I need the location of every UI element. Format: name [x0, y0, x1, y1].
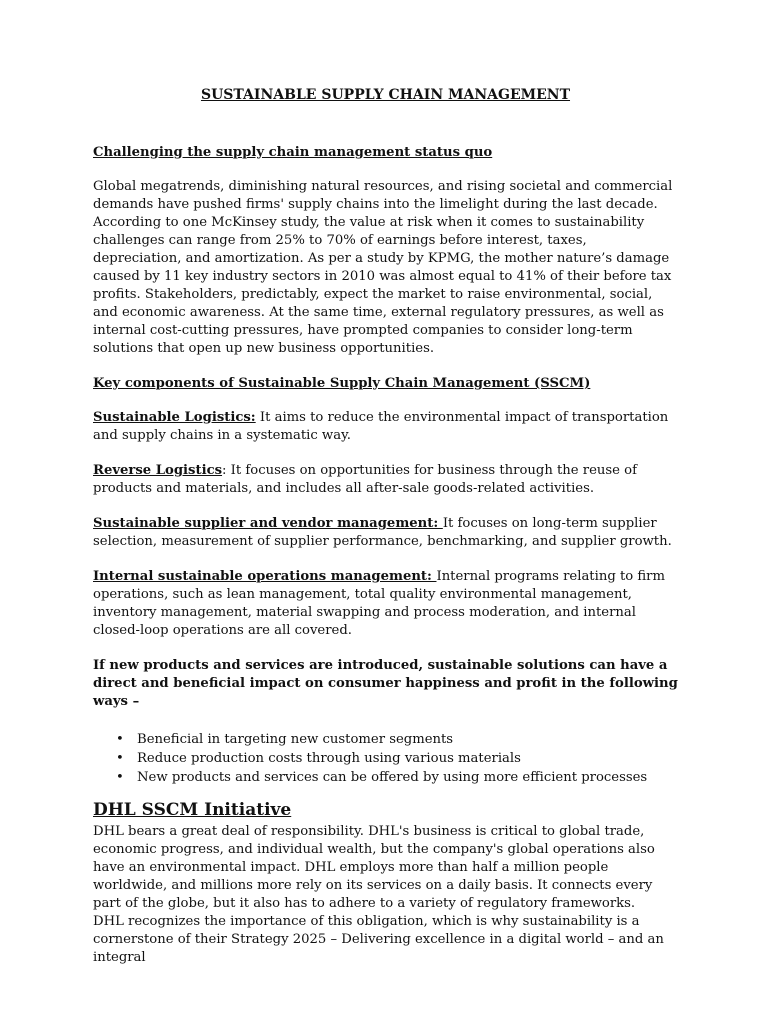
label-supplier-management: Sustainable supplier and vendor management:: [93, 516, 443, 531]
text-reverse-logistics: : It focuses on opportunities for business through the reuse of products and materials, and includes all after-sale goods-related activities.: [93, 463, 637, 496]
bullet-icon: •: [116, 751, 124, 766]
text-sustainable-logistics: It aims to reduce the environmental impact of transportation and supply chains in a systematic way.: [93, 410, 669, 443]
paragraph-internal-operations: [93, 568, 678, 640]
text-internal-operations: Internal programs relating to firm operations, such as lean management, total quality environmental management, inventory management, material swapping and process moderation, and internal closed-loop operations are all covered.: [93, 569, 665, 638]
section-heading-key-components: Key components of Sustainable Supply Chain Management (SSCM): [93, 376, 591, 391]
list-item-text: Beneficial in targeting new customer segments: [137, 732, 454, 747]
paragraph-reverse-logistics: [93, 462, 678, 498]
section-heading-dhl: DHL SSCM Initiative: [93, 800, 292, 820]
list-item: [116, 749, 678, 768]
list-item-text: New products and services can be offered by using more efficient processes: [137, 770, 648, 785]
paragraph-supplier-management: [93, 515, 678, 551]
paragraph-status-quo: Global megatrends, diminishing natural resources, and rising societal and commercial demands have pushed firms' supply chains into the limelight during the last decade. According to one McKinsey study, the value at risk when it comes to sustainability challenges can range from 25% to 70% of earnings before interest, taxes, depreciation, and amortization. As per a study by KPMG, the mother nature’s damage caused by 11 key industry sectors in 2010 was almost equal to 41% of their before tax profits. Stakeholders, predictably, expect the market to raise environmental, social, and economic awareness. At the same time, external regulatory pressures, as well as internal cost-cutting pressures, have prompted companies to consider long-term solutions that open up new business opportunities.: [93, 179, 673, 356]
impact-intro: If new products and services are introduced, sustainable solutions can have a direct and beneficial impact on consumer happiness and profit in the following ways –: [93, 658, 678, 709]
paragraph-dhl-strategy: DHL recognizes the importance of this obligation, which is why sustainability is a cornerstone of their Strategy 2025 – Delivering excellence in a digital world – and an integral: [93, 914, 664, 965]
list-item-text: Reduce production costs through using various materials: [137, 751, 521, 766]
bullet-icon: •: [116, 732, 124, 747]
paragraph-dhl-responsibility: DHL bears a great deal of responsibility. DHL's business is critical to global trade, economic progress, and individual wealth, but the company's global operations also have an environmental impact. DHL employs more than half a million people worldwide, and millions more rely on its services on a daily basis. It connects every part of the globe, but it also has to adhere to a variety of regulatory frameworks.: [93, 824, 655, 911]
text-supplier-management: It focuses on long-term supplier selection, measurement of supplier performance, benchmarking, and supplier growth.: [93, 516, 672, 549]
list-item: [116, 768, 678, 787]
list-item: [116, 730, 678, 749]
document-body: [93, 86, 678, 967]
impact-bullet-list: [93, 730, 678, 787]
document-title: SUSTAINABLE SUPPLY CHAIN MANAGEMENT: [200, 87, 571, 103]
paragraph-sustainable-logistics: [93, 409, 678, 445]
section-heading-status-quo: Challenging the supply chain management status quo: [93, 145, 493, 160]
bullet-icon: •: [116, 770, 124, 785]
label-reverse-logistics: Reverse Logistics: [93, 463, 223, 478]
label-sustainable-logistics: Sustainable Logistics:: [93, 410, 256, 425]
label-internal-operations: Internal sustainable operations management:: [93, 569, 437, 584]
